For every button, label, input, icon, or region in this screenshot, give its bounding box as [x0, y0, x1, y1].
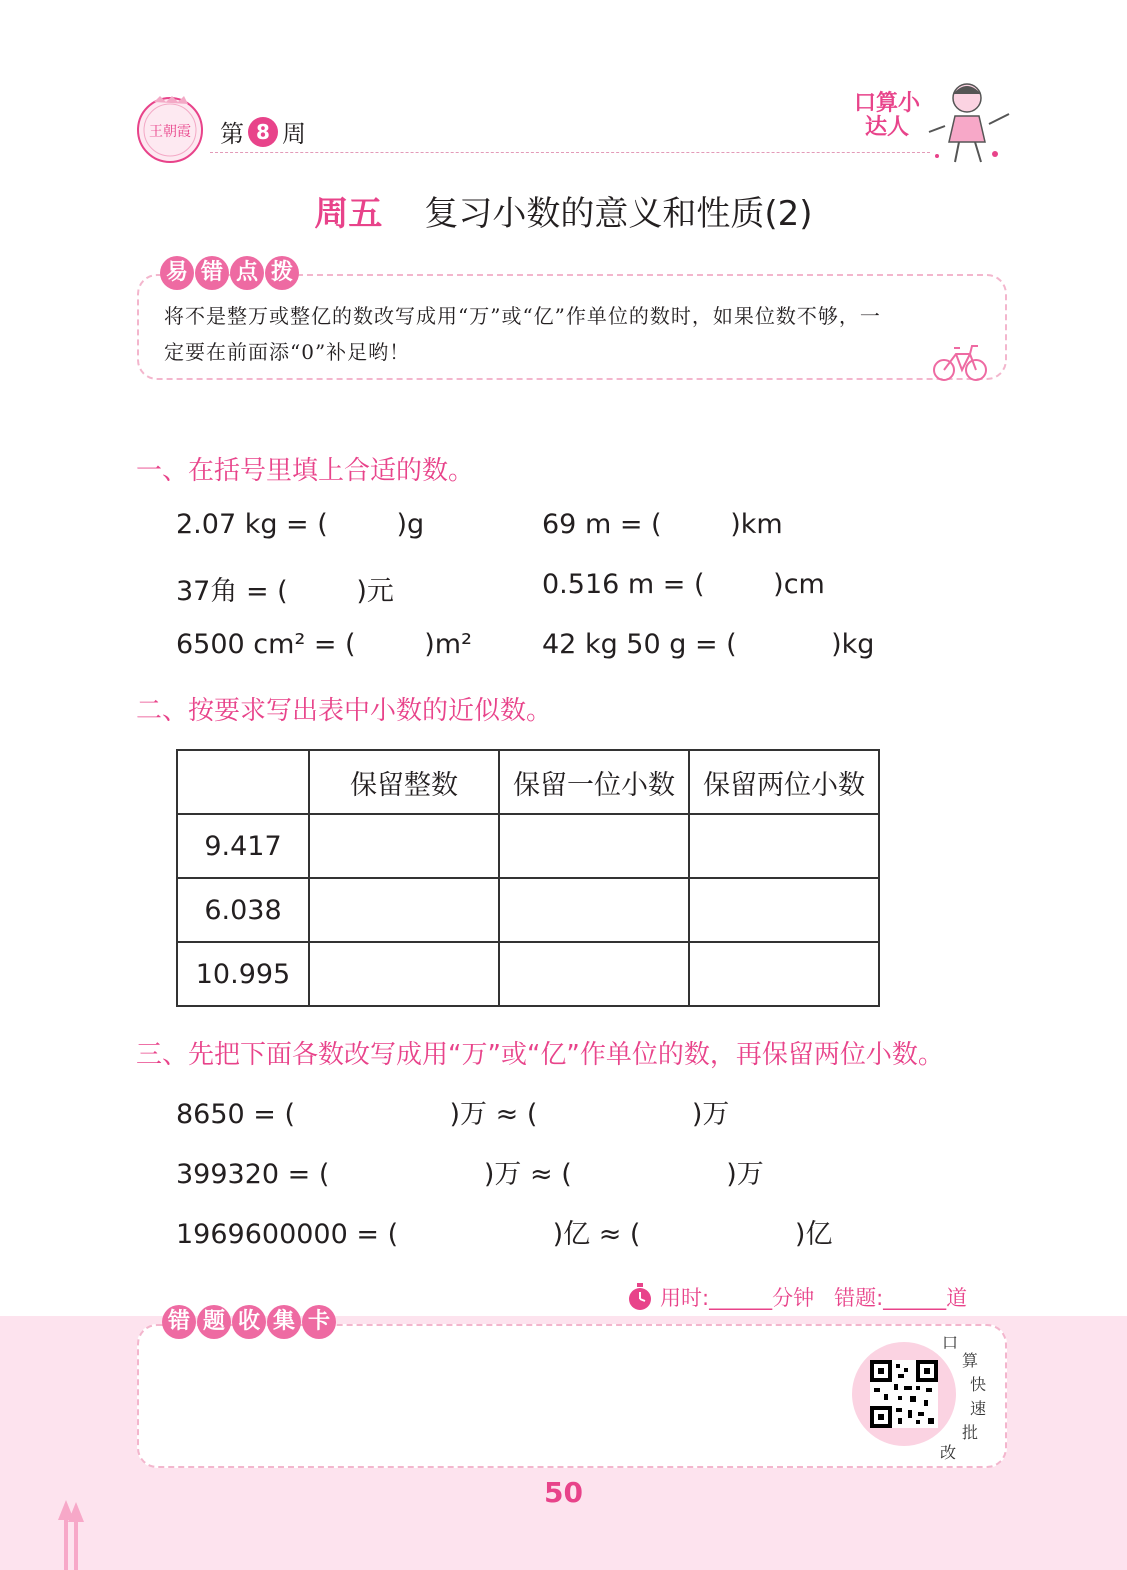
table-row-label: 10.995 — [177, 942, 309, 1006]
publisher-logo — [134, 92, 206, 164]
rewrite-item[interactable]: 399320 = ( )万 ≈ ( )万 — [176, 1159, 764, 1190]
answer-cell[interactable] — [309, 878, 499, 942]
qr-label: 口 — [942, 1333, 959, 1352]
tip-text — [164, 298, 1000, 370]
table-row-label: 6.038 — [177, 878, 309, 942]
stopwatch-icon — [626, 1282, 654, 1312]
table-row — [177, 878, 879, 942]
qr-label: 速 — [970, 1399, 987, 1418]
title-text: 复习小数的意义和性质(2) — [424, 194, 813, 234]
tip-tag-char: 易 — [160, 256, 194, 290]
rewrite-item[interactable]: 1969600000 = ( )亿 ≈ ( )亿 — [176, 1219, 833, 1250]
answer-cell[interactable] — [689, 814, 879, 878]
page-number: 50 — [544, 1476, 583, 1509]
week-number-badge: 8 — [248, 117, 278, 147]
approximation-table — [176, 749, 880, 1007]
table-header-cell: 保留两位小数 — [689, 750, 879, 814]
mistake-tag-char: 题 — [197, 1305, 231, 1339]
table-row — [177, 942, 879, 1006]
qr-label: 算 — [962, 1351, 979, 1370]
rewrite-item[interactable]: 8650 = ( )万 ≈ ( )万 — [176, 1099, 730, 1130]
table-header-cell — [177, 750, 309, 814]
tip-line: 将不是整万或整亿的数改写成用“万”或“亿”作单位的数时，如果位数不够，一 — [164, 304, 881, 328]
mistake-tag-char: 错 — [162, 1305, 196, 1339]
answer-cell[interactable] — [499, 878, 689, 942]
fill-in-item[interactable]: 37角 = ( )元 — [176, 576, 394, 607]
fill-in-item[interactable]: 2.07 kg = ( )g — [176, 509, 425, 540]
answer-cell[interactable] — [499, 814, 689, 878]
tip-line: 定要在前面添“0”补足哟！ — [164, 340, 411, 364]
tip-tag-char: 点 — [230, 256, 264, 290]
answer-cell[interactable] — [689, 942, 879, 1006]
brand-logo — [852, 92, 922, 140]
girl-illustration-icon — [925, 76, 1015, 168]
mistake-tag-char: 集 — [267, 1305, 301, 1339]
answer-cell[interactable] — [689, 878, 879, 942]
week-label — [220, 114, 306, 149]
table-row-label: 9.417 — [177, 814, 309, 878]
header-divider — [210, 152, 930, 153]
mistake-tag-char: 卡 — [302, 1305, 336, 1339]
answer-cell[interactable] — [499, 942, 689, 1006]
fill-in-item[interactable]: 0.516 m = ( )cm — [542, 569, 825, 600]
tip-tag-char: 错 — [195, 256, 229, 290]
answer-cell[interactable] — [309, 814, 499, 878]
qr-label: 改 — [940, 1443, 957, 1462]
week-prefix: 第 — [220, 120, 244, 148]
qr-label: 批 — [962, 1423, 979, 1442]
table-header-row — [177, 750, 879, 814]
section-2-heading: 二、按要求写出表中小数的近似数。 — [136, 696, 553, 726]
svg-text:王朝霞: 王朝霞 — [149, 124, 191, 140]
bicycle-icon — [930, 342, 990, 382]
section-3-heading: 三、先把下面各数改写成用“万”或“亿”作单位的数，再保留两位小数。 — [136, 1040, 944, 1070]
section-1-heading: 一、在括号里填上合适的数。 — [136, 456, 475, 486]
table-row — [177, 814, 879, 878]
fill-in-item[interactable]: 6500 cm² = ( )m² — [176, 629, 472, 660]
timer-record — [626, 1282, 967, 1312]
title-day: 周五 — [314, 194, 383, 234]
qr-label: 快 — [970, 1375, 987, 1394]
arrow-up-icon — [54, 1500, 90, 1570]
timer-text: 用时:______分钟 错题:______道 — [660, 1286, 968, 1310]
table-header-cell: 保留一位小数 — [499, 750, 689, 814]
fill-in-item[interactable]: 69 m = ( )km — [542, 509, 783, 540]
table-header-cell: 保留整数 — [309, 750, 499, 814]
brand-text: 口算小达人 — [853, 91, 920, 140]
tip-tag — [160, 256, 299, 290]
qr-code-icon[interactable] — [870, 1360, 938, 1428]
tip-tag-char: 拨 — [265, 256, 299, 290]
mistake-tag-char: 收 — [232, 1305, 266, 1339]
fill-in-item[interactable]: 42 kg 50 g = ( )kg — [542, 629, 875, 660]
page-title — [0, 186, 1127, 235]
mistake-tag — [162, 1305, 336, 1339]
answer-cell[interactable] — [309, 942, 499, 1006]
week-suffix: 周 — [282, 120, 306, 148]
